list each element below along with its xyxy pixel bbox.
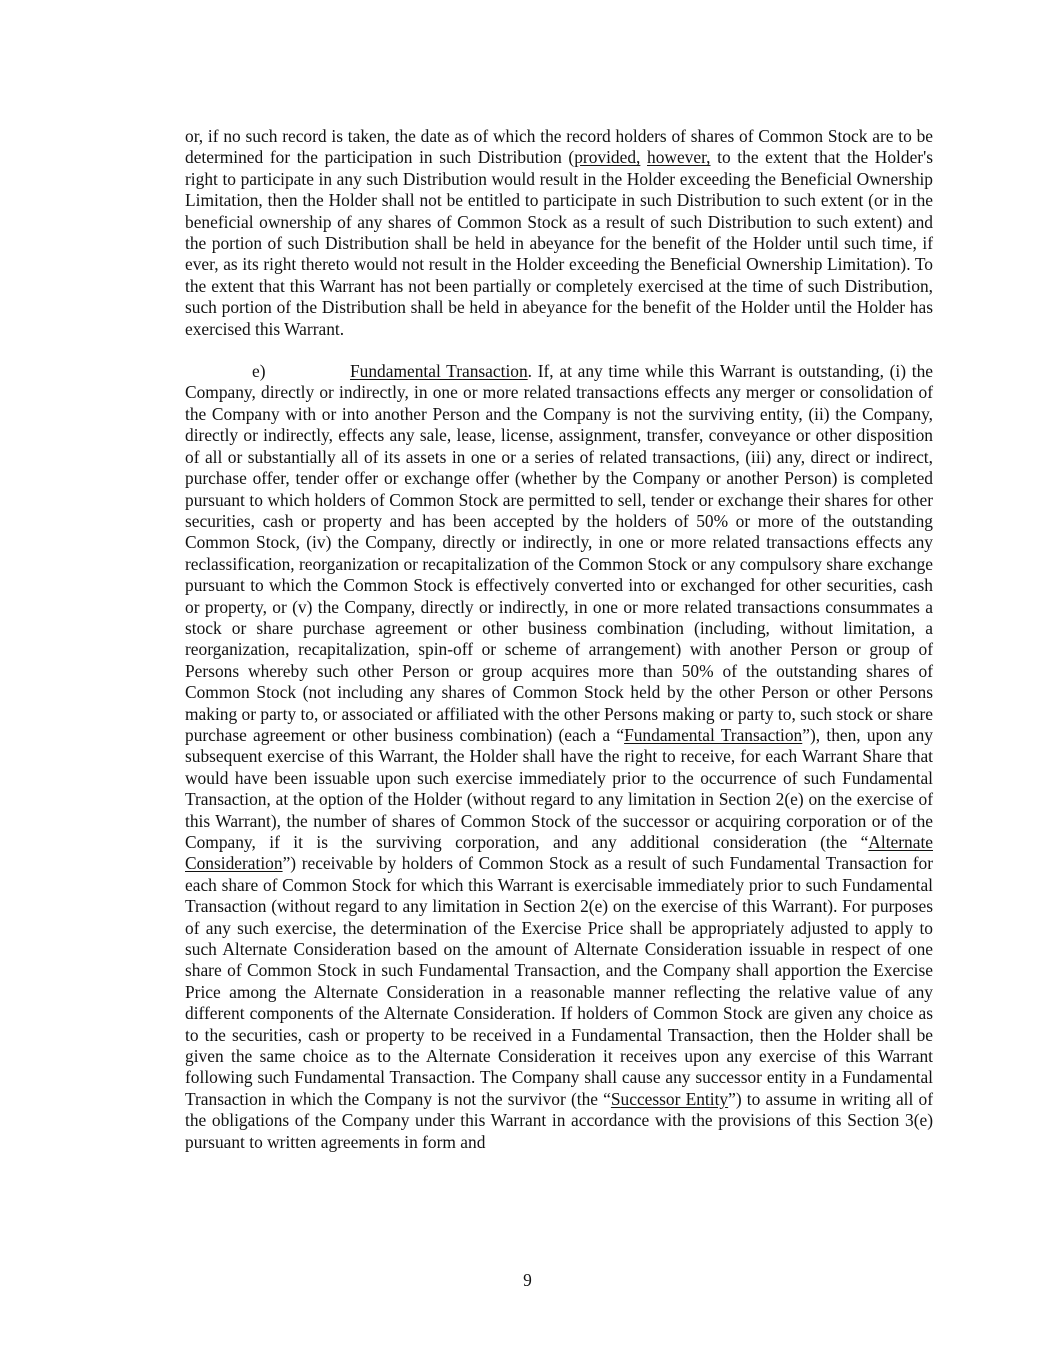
text-run: or, if no such record is taken, the date as of which the record holders of shares of Common Stock are to be determined for the participation in such Distribution (: [185, 126, 933, 168]
defined-term-successor-entity: Successor Entity: [610, 1088, 729, 1109]
defined-term-however: however,: [647, 147, 711, 168]
page-number: 9: [523, 1270, 532, 1290]
text-run: . If, at any time while this Warrant is outstanding, (i) the Company, directly or indirectly, in one or more related transactions effects any merger or consolidation of the Company with or into another Person and the Company is not the surviving entity, (ii) the Company, directly or indirectly, effects any sale, lease, license, assignment, transfer, conveyance or other disposition of all or substantially all of its assets in one or a series of related transactions, (iii) any, direct or indirect, purchase offer, tender offer or exchange offer (whether by the Company or another Person) is completed pursuant to which holders of Common Stock are permitted to sell, tender or exchange their shares for other securities, cash or property and has been accepted by the holders of 50% or more of the outstanding Common Stock, (iv) the Company, directly or indirectly, in one or more related transactions effects any reclassification, reorganization or recapitalization of the Common Stock or any compulsory share exchange pursuant to which the Common Stock is effectively converted into or exchanged for other securities, cash or property, or (v) the Company, directly or indirectly, in one or more related transactions consummates a stock or share purchase agreement or other business combination (including, without limitation, a reorganization, recapitalization, spin-off or scheme of arrangement) with another Person or group of Persons whereby such other Person or group acquires more than 50% of the outstanding shares of Common Stock (not including any shares of Common Stock held by the other Person or other Persons making or party to, or associated or affiliated with the other Persons making or party to, such stock or share purchase agreement or other business combination) (each a “: [185, 361, 934, 745]
paragraph-distribution: [185, 126, 933, 340]
defined-term-provided: provided,: [574, 147, 641, 168]
paragraph-fundamental-transaction: [185, 361, 933, 1153]
text-run: ”) to assume in writing all of the obligations of the Company under this Warrant in accordance with the provisions of this Section 3(e) pursuant to written agreements in form and: [185, 1088, 934, 1152]
clause-letter-e: e): [252, 361, 266, 382]
text-run: [640, 147, 647, 167]
page-footer: [0, 1270, 1055, 1291]
text-run: ”), then, upon any subsequent exercise of this Warrant, the Holder shall have the right to receive, for each Warrant Share that would have been issuable upon such exercise immediately prior to the occurrence of such Fundamental Transaction, at the option of the Holder (without regard to any limitation in Section 2(e) on the exercise of this Warrant), the number of shares of Common Stock of the successor or acquiring corporation or of the Company, if it is the surviving corporation, and any additional consideration (the “: [185, 724, 934, 852]
defined-term-alternate-consideration: Alternate Consideration: [185, 832, 933, 874]
text-run: to the extent that the Holder's right to participate in any such Distribution would result in the Holder exceeding the Beneficial Ownership Limitation, then the Holder shall not be entitled to participate in such Distribution to such extent (or in the beneficial ownership of any shares of Common Stock as a result of such Distribution to such extent) and the portion of such Distribution shall be held in abeyance for the benefit of the Holder until such time, if ever, as its right thereto would not result in the Holder exceeding the Beneficial Ownership Limitation). To the extent that this Warrant has not been partially or completely exercised at the time of such Distribution, such portion of the Distribution shall be held in abeyance for the benefit of the Holder until the Holder has exercised this Warrant.: [185, 147, 933, 339]
defined-term-fundamental-transaction: Fundamental Transaction: [624, 724, 803, 745]
section-heading-fundamental-transaction: Fundamental Transaction: [350, 361, 528, 382]
text-run: ”) receivable by holders of Common Stock as a result of such Fundamental Transaction for each share of Common Stock for which this Warrant is exercisable immediately prior to such Fundamental Transaction (without regard to any limitation in Section 2(e) on the exercise of this Warrant). For purposes of any such exercise, the determination of the Exercise Price shall be appropriately adjusted to apply to such Alternate Consideration based on the amount of Alternate Consideration issuable in respect of one share of Common Stock in such Fundamental Transaction, and the Company shall apportion the Exercise Price among the Alternate Consideration in a reasonable manner reflecting the relative value of any different components of the Alternate Consideration. If holders of Common Stock are given any choice as to the securities, cash or property to be received in a Fundamental Transaction, then the Holder shall be given the same choice as to the Alternate Consideration it receives upon any exercise of this Warrant following such Fundamental Transaction. The Company shall cause any successor entity in a Fundamental Transaction in which the Company is not the survivor (the “: [185, 853, 933, 1109]
document-body: [185, 126, 933, 1153]
